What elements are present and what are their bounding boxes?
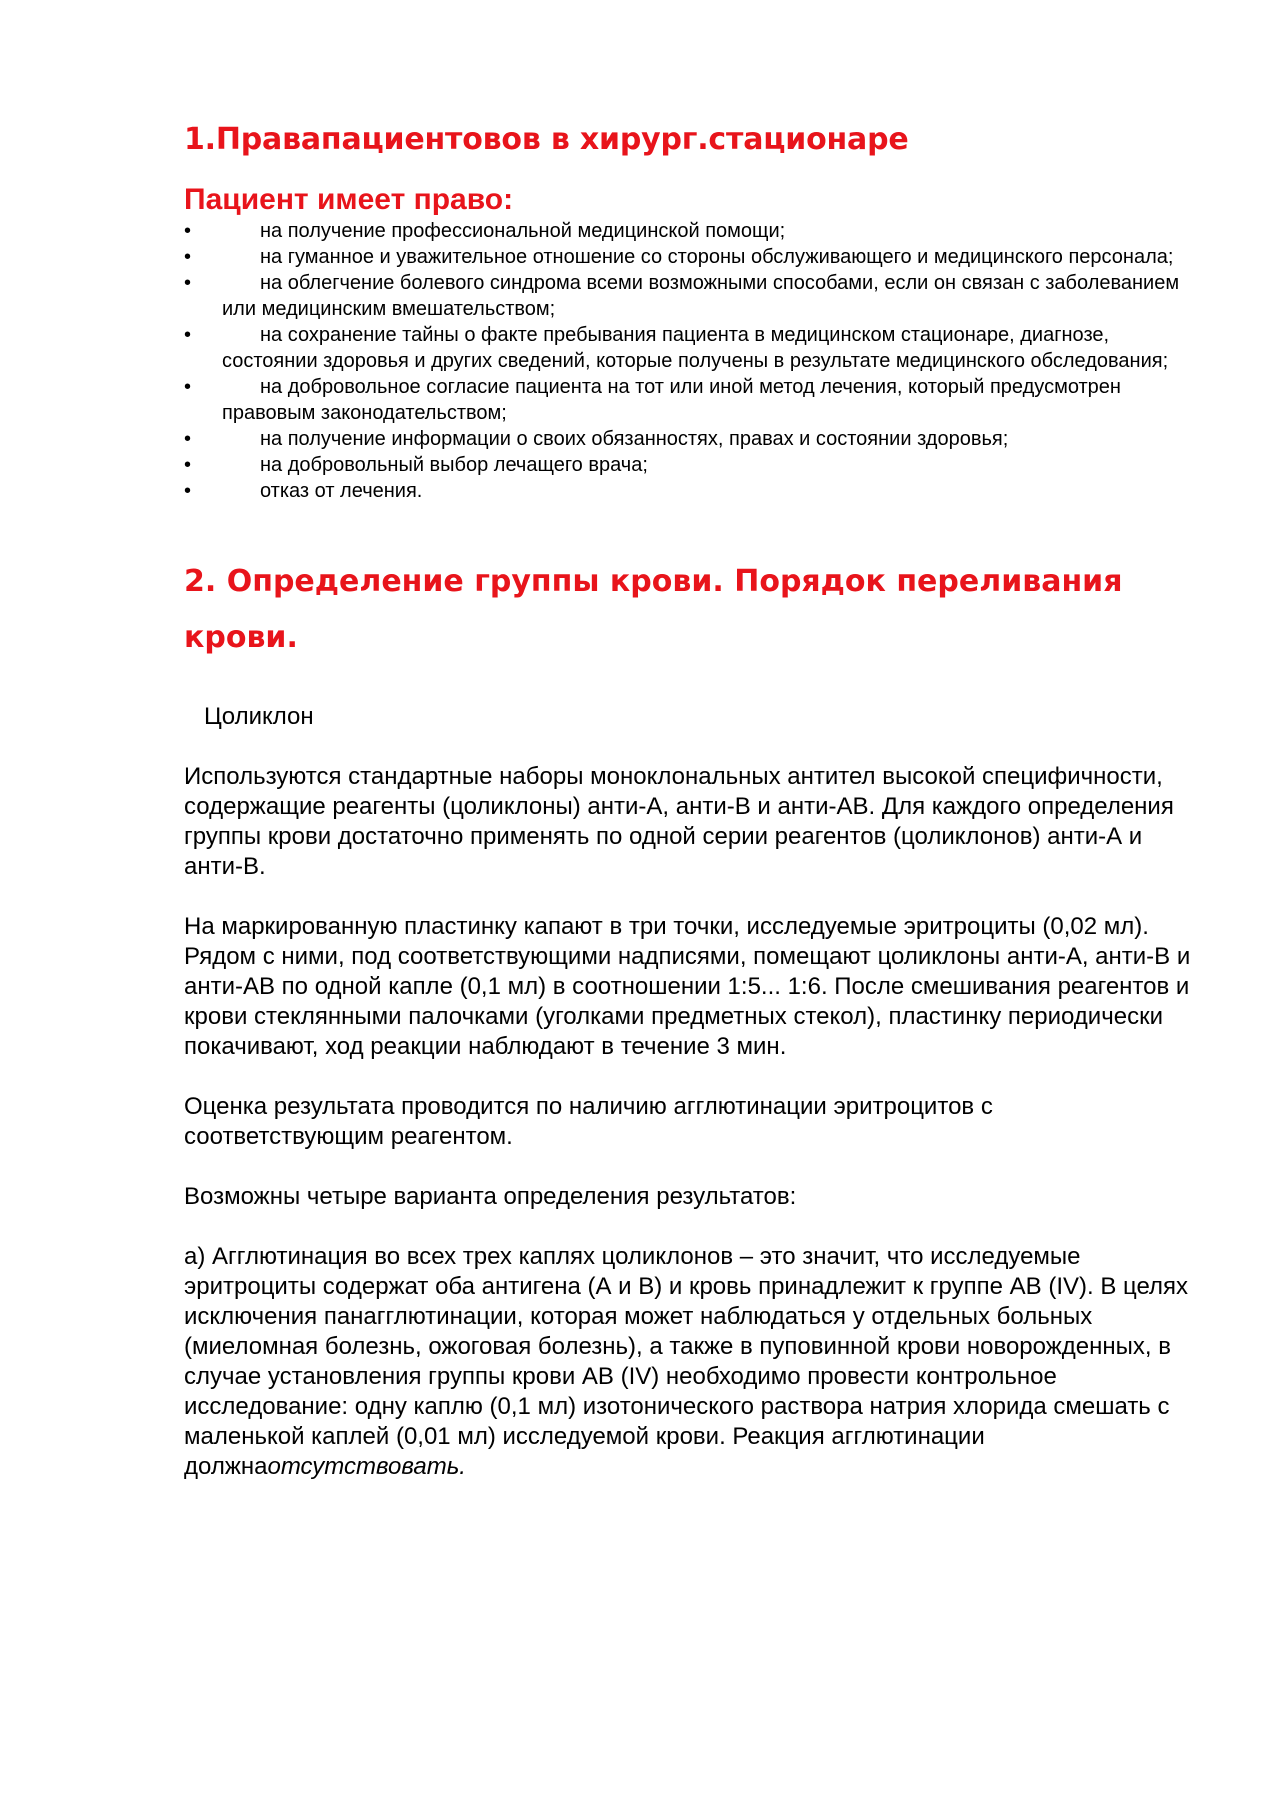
list-item xyxy=(184,478,1194,504)
list-item xyxy=(184,452,1194,478)
list-item-text: на гуманное и уважительное отношение со стороны обслуживающего и медицинского персонала; xyxy=(260,246,1174,268)
list-item xyxy=(184,426,1194,452)
paragraph-variants-intro: Возможны четыре варианта определения результатов: xyxy=(184,1183,797,1210)
list-item xyxy=(184,244,1194,270)
paragraph-procedure: На маркированную пластинку капают в три точки, исследуемые эритроциты (0,02 мл). Рядом с ними, под соответствующими надписями, помещают цоликлоны анти-А, анти-В и анти-АВ по одной капле (0,1 мл) в соотношении 1:5... 1:6. После смешивания реагентов и крови стеклянными палочками (уголками предметных стекол), пластинку периодически покачивают, ход реакции наблюдают в течение 3 мин. xyxy=(184,913,1191,1060)
bullet-icon: • xyxy=(184,220,192,242)
paragraph-variant-a-italic: отсутствовать. xyxy=(267,1453,466,1480)
coliclone-subheading: Цоликлон xyxy=(204,703,314,730)
document-page xyxy=(184,120,1194,1482)
bullet-icon: • xyxy=(184,428,192,450)
list-item-text: на получение профессиональной медицинской помощи; xyxy=(260,220,786,242)
list-item xyxy=(184,322,1194,374)
section2-title: 2. Определение группы крови. Порядок переливания крови. xyxy=(184,564,1123,655)
bullet-icon: • xyxy=(184,246,192,268)
list-item xyxy=(184,374,1194,426)
list-item xyxy=(184,218,1194,244)
paragraph-evaluation: Оценка результата проводится по наличию агглютинации эритроцитов с соответствующим реагентом. xyxy=(184,1093,993,1150)
list-item xyxy=(184,270,1194,322)
paragraph-variant-a xyxy=(184,1242,1194,1482)
section1-title: 1.Правапациентовов в хирург.стационаре xyxy=(184,122,909,157)
bullet-icon: • xyxy=(184,376,192,398)
bullet-icon: • xyxy=(184,480,192,502)
paragraph-reagents: Используются стандартные наборы моноклональных антител высокой специфичности, содержащие реагенты (цоликлоны) анти-А, анти-В и анти-АВ. Для каждого определения группы крови достаточно применять по одной серии реагентов (цоликлонов) анти-А и анти-В. xyxy=(184,763,1174,880)
paragraph-variant-a-text: а) Агглютинация во всех трех каплях цоликлонов – это значит, что исследуемые эритроциты содержат оба антигена (А и В) и кровь принадлежит к группе АВ (IV). В целях исключения панагглютинации, которая может наблюдаться у отдельных больных (миеломная болезнь, ожоговая болезнь), а также в пуповинной крови новорожденных, в случае установления группы крови АВ (IV) необходимо провести контрольное исследование: одну каплю (0,1 мл) изотонического раствора натрия хлорида смешать с маленькой каплей (0,01 мл) исследуемой крови. Реакция агглютинации должна xyxy=(184,1243,1189,1480)
bullet-icon: • xyxy=(184,324,192,346)
list-item-text: на сохранение тайны о факте пребывания пациента в медицинском стационаре, диагнозе, состоянии здоровья и других сведений, которые получены в результате медицинского обследования; xyxy=(222,324,1169,372)
patient-rights-list xyxy=(184,218,1194,504)
list-item-text: на получение информации о своих обязанностях, правах и состоянии здоровья; xyxy=(260,428,1009,450)
patient-rights-subtitle: Пациент имеет право: xyxy=(184,183,514,216)
bullet-icon: • xyxy=(184,454,192,476)
list-item-text: отказ от лечения. xyxy=(260,480,423,502)
list-item-text: на добровольный выбор лечащего врача; xyxy=(260,454,648,476)
bullet-icon: • xyxy=(184,272,192,294)
list-item-text: на добровольное согласие пациента на тот или иной метод лечения, который предусмотрен правовым законодательством; xyxy=(222,376,1121,424)
list-item-text: на облегчение болевого синдрома всеми возможными способами, если он связан с заболеванием или медицинским вмешательством; xyxy=(222,272,1180,320)
